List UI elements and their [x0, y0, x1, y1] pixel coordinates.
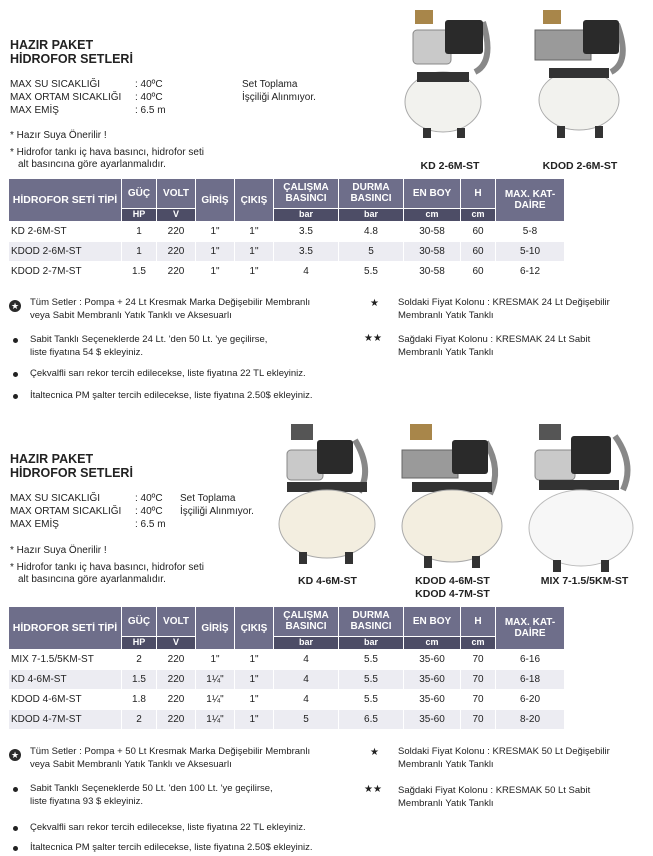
- product-image-kd-4-6m-st: [275, 420, 380, 570]
- star-icon: ★: [370, 747, 379, 758]
- set-note: Set Toplama İşçiliği Alınmıyor.: [180, 493, 254, 517]
- table-row: KD 2-6M-ST 1 220 1" 1'' 3.5 4.8 30-58 60 5-8: [11, 226, 538, 237]
- unit-header: cm: [461, 209, 495, 221]
- price-column-right: Sağdaki Fiyat Kolonu : KRESMAK 24 Lt Sabit Membranlı Yatık Tanklı: [398, 334, 591, 358]
- section-title: HAZIR PAKET HİDROFOR SETLERİ: [10, 38, 133, 66]
- table-row: KDOD 2-6M-ST 1 220 1" 1'' 3.5 5 30-58 60 5-10: [9, 242, 564, 261]
- bullet-icon: [13, 338, 18, 343]
- col-header: ÇALIŞMA BASINCI: [274, 179, 338, 208]
- section-2: [0, 420, 653, 856]
- note-2: * Hidrofor tankı iç hava basıncı, hidrofor seti alt basıncına göre ayarlanmalıdır.: [10, 562, 204, 585]
- col-header: GİRİŞ: [196, 179, 234, 221]
- col-header: GİRİŞ: [196, 607, 234, 649]
- price-column-right: Sağdaki Fiyat Kolonu : KRESMAK 50 Lt Sabit Membranlı Yatık Tanklı: [398, 785, 591, 809]
- product-label: MIX 7-1.5/5KM-ST: [540, 575, 629, 587]
- star-circle-icon: ★: [10, 301, 20, 311]
- table-row: KD 4-6M-ST 1.5 220 1¼" 1" 4 5.5 35-60 70 6-18: [9, 670, 564, 689]
- col-header: VOLT: [157, 179, 195, 208]
- price-column-left: Soldaki Fiyat Kolonu : KRESMAK 50 Lt Değişebilir Membranlı Yatık Tanklı: [398, 746, 610, 770]
- col-header: DURMA BASINCI: [339, 607, 403, 636]
- footnote-pressure-switch: İtaltecnica PM şalter tercih edilecekse, liste fiyatına 2.50$ ekleyiniz.: [30, 842, 313, 853]
- price-column-left: Soldaki Fiyat Kolonu : KRESMAK 24 Lt Değişebilir Membranlı Yatık Tanklı: [398, 297, 610, 321]
- col-header: VOLT: [157, 607, 195, 636]
- unit-header: HP: [122, 209, 156, 221]
- unit-header: cm: [404, 637, 460, 649]
- footnote-check-valve: Çekvalfli sarı rekor tercih edilecekse, liste fiyatına 22 TL ekleyiniz.: [30, 822, 306, 833]
- note-1: * Hazır Suya Önerilir !: [10, 130, 107, 141]
- spec-table: [8, 606, 565, 730]
- product-label: KDOD 4-6M-ST: [415, 575, 490, 587]
- col-header: DURMA BASINCI: [339, 179, 403, 208]
- footnote-all-sets: Tüm Setler : Pompa + 24 Lt Kresmak Marka Değişebilir Membranlı veya Sabit Membranlı Yatık Tanklı ve Aksesuarlı: [30, 297, 311, 321]
- col-header: HİDROFOR SETİ TİPİ: [9, 607, 121, 649]
- table-row: MIX 7-1.5/5KM-ST 2 220 1" 1" 4 5.5 35-60 70 6-16: [11, 654, 540, 665]
- footnote-all-sets: Tüm Setler : Pompa + 50 Lt Kresmak Marka Değişebilir Membranlı veya Sabit Membranlı Yatık Tanklı ve Aksesuarlı: [30, 746, 311, 770]
- table-row: KDOD 4-6M-ST 1.8 220 1¼" 1" 4 5.5 35-60 70 6-20: [11, 694, 540, 705]
- star-icon: ★: [370, 298, 379, 309]
- product-label: KD 2-6M-ST: [420, 160, 480, 172]
- product-image-mix-7-1-5-5km-st: [525, 420, 640, 575]
- set-note: Set Toplama İşçiliği Alınmıyor.: [242, 79, 316, 103]
- table-row: KDOD 4-7M-ST 2 220 1¼" 1" 5 6.5 35-60 70 8-20: [9, 710, 564, 729]
- product-image-kdod-2-6m-st: [525, 2, 633, 142]
- col-header: ÇIKIŞ: [235, 607, 273, 649]
- product-image-kd-2-6m-st: [395, 2, 495, 142]
- unit-header: V: [157, 637, 195, 649]
- unit-header: bar: [339, 637, 403, 649]
- col-header: H: [461, 179, 495, 208]
- section-1: [0, 0, 653, 420]
- spec-list: MAX SU SICAKLIĞI : 40ºC MAX ORTAM SICAKLIĞI : 40ºC MAX EMİŞ : 6.5 m: [10, 493, 166, 530]
- spec-list: MAX SU SICAKLIĞI : 40ºC MAX ORTAM SICAKLIĞI : 40ºC MAX EMİŞ : 6.5 m: [10, 79, 166, 116]
- spec-table: [8, 178, 565, 282]
- unit-header: cm: [461, 637, 495, 649]
- table-row: KDOD 2-7M-ST 1.5 220 1" 1" 4 5.5 30-58 60 6-12: [11, 266, 540, 277]
- bullet-icon: [13, 846, 18, 851]
- footnote-pressure-switch: İtaltecnica PM şalter tercih edilecekse, liste fiyatına 2.50$ ekleyiniz.: [30, 390, 313, 401]
- star-circle-icon: ★: [10, 750, 20, 760]
- note-2: * Hidrofor tankı iç hava basıncı, hidrofor seti alt basıncına göre ayarlanmalıdır.: [10, 147, 204, 170]
- footnote-fixed-tank: Sabit Tanklı Seçeneklerde 50 Lt. 'den 100 Lt. 'ye geçilirse, liste fiyatına 93 $ ekleyiniz.: [30, 783, 273, 807]
- col-header: H: [461, 607, 495, 636]
- product-image-kdod-4-6m-st: [398, 420, 508, 575]
- product-label: KD 4-6M-ST: [298, 575, 357, 587]
- col-header: MAX. KAT-DAİRE: [496, 179, 564, 221]
- unit-header: V: [157, 209, 195, 221]
- footnote-check-valve: Çekvalfli sarı rekor tercih edilecekse, liste fiyatına 22 TL ekleyiniz.: [30, 368, 306, 379]
- unit-header: cm: [404, 209, 460, 221]
- col-header: EN BOY: [404, 607, 460, 636]
- product-label: KDOD 4-7M-ST: [415, 588, 490, 600]
- col-header: HİDROFOR SETİ TİPİ: [9, 179, 121, 221]
- footnote-fixed-tank: Sabit Tanklı Seçeneklerde 24 Lt. 'den 50 Lt. 'ye geçilirse, liste fiyatına 54 $ ekleyiniz.: [30, 334, 268, 358]
- double-star-icon: ★★: [364, 333, 382, 344]
- col-header: EN BOY: [404, 179, 460, 208]
- double-star-icon: ★★: [364, 784, 382, 795]
- bullet-icon: [13, 787, 18, 792]
- unit-header: bar: [339, 209, 403, 221]
- col-header: ÇIKIŞ: [235, 179, 273, 221]
- bullet-icon: [13, 826, 18, 831]
- section-title: HAZIR PAKET HİDROFOR SETLERİ: [10, 452, 133, 480]
- unit-header: bar: [274, 637, 338, 649]
- product-label: KDOD 2-6M-ST: [542, 160, 618, 172]
- col-header: GÜÇ: [122, 607, 156, 636]
- unit-header: bar: [274, 209, 338, 221]
- col-header: MAX. KAT-DAİRE: [496, 607, 564, 649]
- note-1: * Hazır Suya Önerilir !: [10, 545, 107, 556]
- col-header: GÜÇ: [122, 179, 156, 208]
- bullet-icon: [13, 394, 18, 399]
- bullet-icon: [13, 372, 18, 377]
- unit-header: HP: [122, 637, 156, 649]
- col-header: ÇALIŞMA BASINCI: [274, 607, 338, 636]
